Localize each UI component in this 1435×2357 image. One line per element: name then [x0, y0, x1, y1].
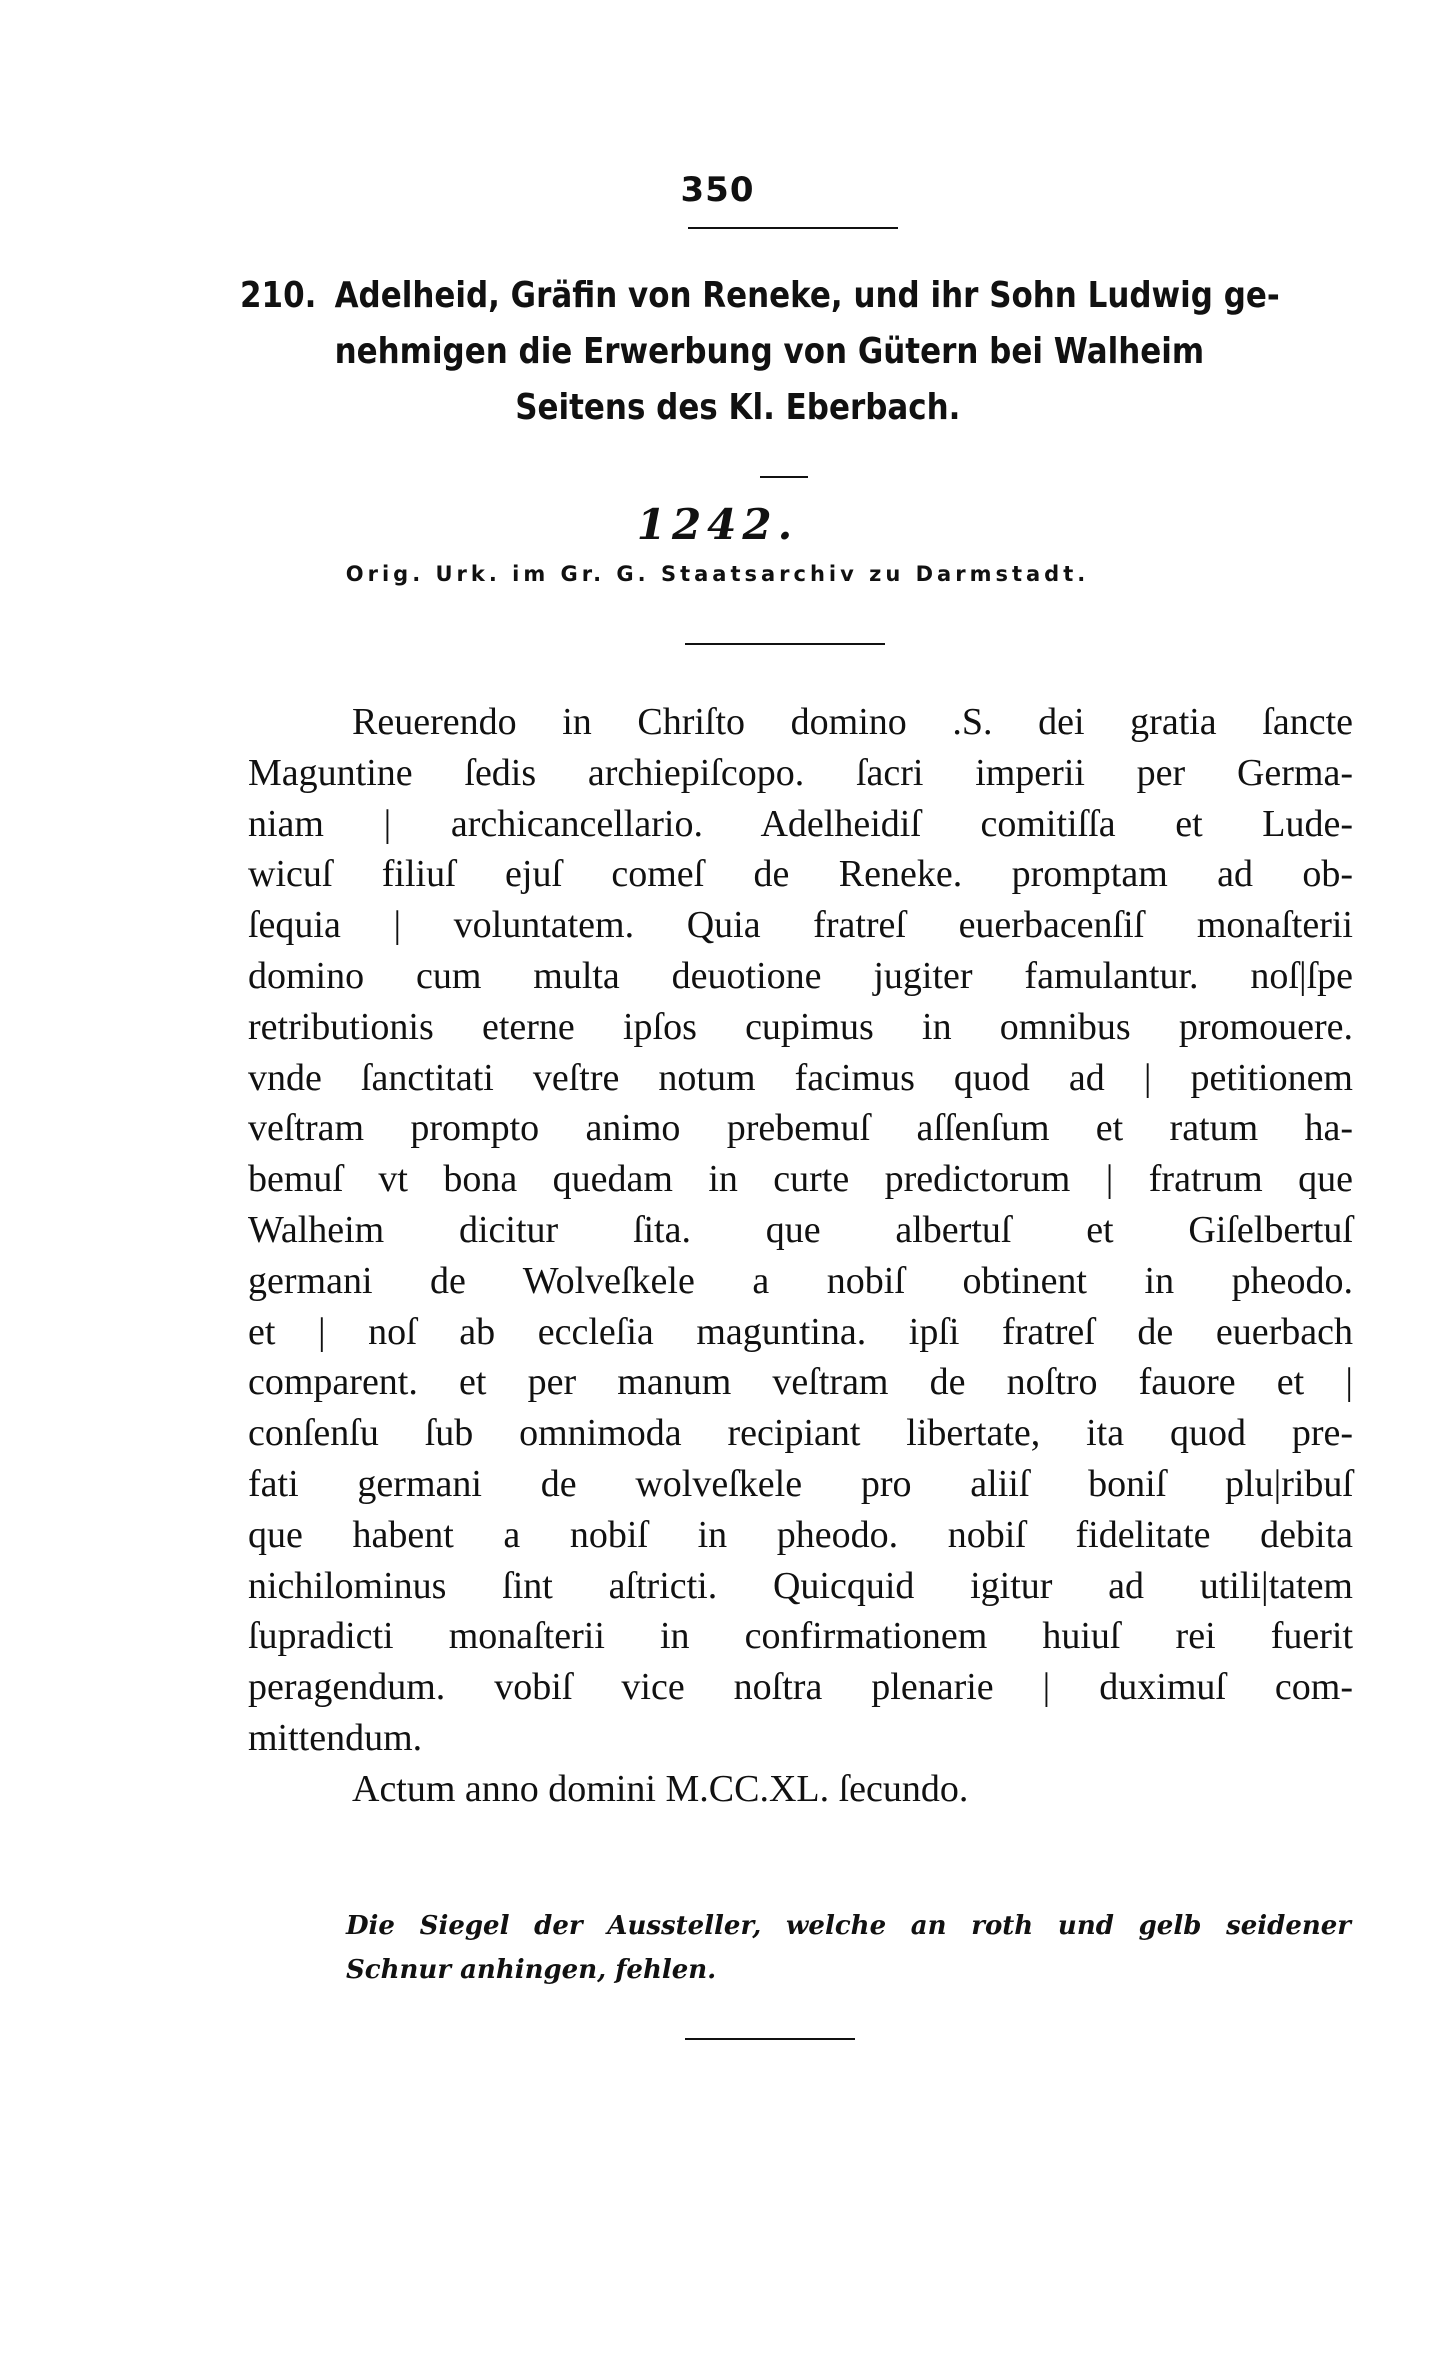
body-line: ſequia | voluntatem. Quia fratreſ euerbacenſiſ monaſterii: [248, 904, 1353, 947]
body-line: que habent a nobiſ in pheodo. nobiſ fidelitate debita: [248, 1513, 1353, 1556]
body-line: Maguntine ſedis archiepiſcopo. ſacri imperii per Germa-: [248, 751, 1353, 794]
body-line: wicuſ filiuſ ejuſ comeſ de Reneke. promptam ad ob-: [248, 853, 1353, 896]
body-line: Reuerendo in Chriſto domino .S. dei gratia ſancte: [352, 701, 1353, 743]
body-line: germani de Wolveſkele a nobiſ obtinent in pheodo.: [248, 1259, 1353, 1302]
heading-line-2: nehmigen die Erwerbung von Gütern bei Walheim: [334, 331, 1205, 372]
note-line: Die Siegel der Aussteller, welche an roth und gelb seidener: [346, 1911, 1351, 1941]
body-line: ſupradicti monaſterii in confirmationem huiuſ rei fuerit: [248, 1615, 1353, 1658]
body-line: veſtram prompto animo prebemuſ aſſenſum et ratum ha-: [248, 1107, 1353, 1150]
body-line: fati germani de wolveſkele pro aliiſ boniſ plu|ribuſ: [248, 1462, 1353, 1505]
document-heading: [240, 268, 1280, 436]
heading-divider: [760, 476, 808, 478]
body-line: Walheim dicitur ſita. que albertuſ et Giſelbertuſ: [248, 1208, 1353, 1251]
body-line: vnde ſanctitati veſtre notum facimus quod ad | petitionem: [248, 1056, 1353, 1099]
body-line: et | noſ ab eccleſia maguntina. ipſi fratreſ de euerbach: [248, 1310, 1353, 1353]
body-line: peragendum. vobiſ vice noſtra plenarie | duximuſ com-: [248, 1666, 1353, 1709]
page-number: 350: [680, 170, 755, 210]
heading-line-1: 210. Adelheid, Gräfin von Reneke, und ihr Sohn Ludwig ge-: [240, 268, 1186, 324]
seal-note: [346, 1904, 1351, 1992]
body-line: conſenſu ſub omnimoda recipiant libertate, ita quod pre-: [248, 1412, 1353, 1455]
document-body: [248, 697, 1353, 1815]
body-line: domino cum multa deuotione jugiter famulantur. noſ|ſpe: [248, 954, 1353, 997]
document-number: 210.: [240, 275, 317, 316]
body-line: bemuſ vt bona quedam in curte predictorum | fratrum que: [248, 1158, 1353, 1201]
body-line: retributionis eterne ipſos cupimus in omnibus promouere.: [248, 1005, 1353, 1048]
closing-line: Actum anno domini M.CC.XL. ſecundo.: [352, 1767, 969, 1810]
header-rule: [688, 227, 898, 229]
note-line: Schnur anhingen, fehlen.: [346, 1955, 717, 1985]
document-source: Orig. Urk. im Gr. G. Staatsarchiv zu Darmstadt.: [345, 562, 1090, 586]
body-line: mittendum.: [248, 1716, 423, 1759]
footer-rule: [685, 2038, 855, 2040]
heading-line-3: Seitens des Kl. Eberbach.: [515, 387, 961, 428]
source-divider: [685, 643, 885, 645]
body-line: comparent. et per manum veſtram de noſtro fauore et |: [248, 1361, 1353, 1404]
body-line: nichilominus ſint aſtricti. Quicquid igitur ad utili|tatem: [248, 1564, 1353, 1607]
document-year: 1242.: [636, 500, 799, 549]
body-line: niam | archicancellario. Adelheidiſ comitiſſa et Lude-: [248, 802, 1353, 845]
